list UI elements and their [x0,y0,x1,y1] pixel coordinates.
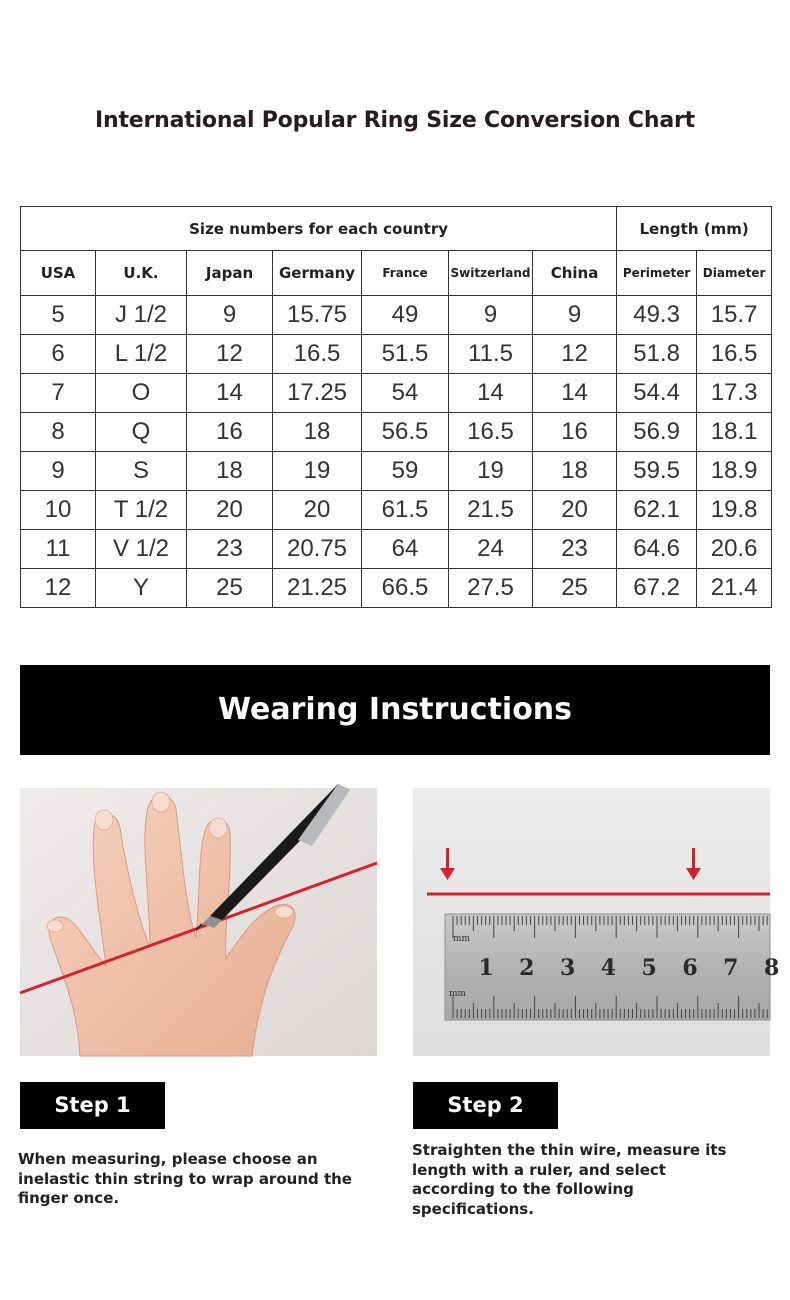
ruler-number: 5 [641,955,657,981]
table-cell: 7 [21,374,96,413]
table-cell: 19 [449,452,533,491]
ring-size-table [20,206,772,608]
table-cell: 15.7 [697,296,772,335]
table-cell: 49.3 [617,296,697,335]
table-cell: 8 [21,413,96,452]
table-cell: 19.8 [697,491,772,530]
table-cell: 14 [449,374,533,413]
table-cell: 64.6 [617,530,697,569]
table-cell: 21.5 [449,491,533,530]
table-cell: 18.9 [697,452,772,491]
step-2-description: Straighten the thin wire, measure its length with a ruler, and select according to the following specifications. [412,1141,727,1218]
table-cell: 66.5 [362,569,449,608]
table-cell: 27.5 [449,569,533,608]
table-cell: 19 [273,452,362,491]
column-header-germany: Germany [273,251,362,296]
table-cell: 16 [533,413,617,452]
column-header-perimeter: Perimeter [617,251,697,296]
table-cell: 11.5 [449,335,533,374]
ruler-number: 1 [478,955,494,981]
table-cell: 16.5 [697,335,772,374]
table-cell: 18 [187,452,273,491]
table-cell: 20 [273,491,362,530]
table-cell: 21.25 [273,569,362,608]
table-cell: 6 [21,335,96,374]
table-cell: 18.1 [697,413,772,452]
table-cell: 56.9 [617,413,697,452]
table-cell: 20 [533,491,617,530]
table-cell: 51.8 [617,335,697,374]
table-cell: 10 [21,491,96,530]
table-cell: 62.1 [617,491,697,530]
table-cell: S [96,452,187,491]
column-header-japan: Japan [187,251,273,296]
table-cell: 14 [187,374,273,413]
step-2-label: Step 2 [413,1082,558,1129]
table-cell: 54.4 [617,374,697,413]
table-cell: 54 [362,374,449,413]
table-cell: 15.75 [273,296,362,335]
ruler-unit-bottom: mm [449,989,467,999]
table-cell: 21.4 [697,569,772,608]
table-cell: J 1/2 [96,296,187,335]
table-cell: 18 [533,452,617,491]
ruler-unit-top: mm [453,934,471,944]
table-cell: 20.75 [273,530,362,569]
table-cell: 16 [187,413,273,452]
table-cell: 9 [449,296,533,335]
table-cell: 14 [533,374,617,413]
column-header-usa: USA [21,251,96,296]
step-1-label: Step 1 [20,1082,165,1129]
table-cell: 23 [187,530,273,569]
table-row [21,569,772,608]
table-cell: 64 [362,530,449,569]
table-cell: 59 [362,452,449,491]
table-cell: 23 [533,530,617,569]
table-cell: 17.3 [697,374,772,413]
table-row [21,530,772,569]
table-row [21,296,772,335]
table-cell: Y [96,569,187,608]
column-header-france: France [362,251,449,296]
table-cell: 16.5 [449,413,533,452]
ruler-number: 7 [723,955,739,981]
column-header-uk: U.K. [96,251,187,296]
table-cell: 25 [187,569,273,608]
table-cell: 24 [449,530,533,569]
table-cell: 20 [187,491,273,530]
length-group-header: Length (mm) [617,207,772,251]
table-cell: V 1/2 [96,530,187,569]
table-cell: Q [96,413,187,452]
ruler-measuring-photo [413,788,780,1056]
table-row [21,491,772,530]
table-cell: 20.6 [697,530,772,569]
table-cell: 11 [21,530,96,569]
hand-measuring-photo [20,788,377,1056]
ruler-number: 8 [763,955,780,981]
table-row [21,413,772,452]
table-cell: 51.5 [362,335,449,374]
table-body [21,296,772,608]
page-title: International Popular Ring Size Conversion Chart [95,108,695,133]
ruler-number: 3 [559,955,576,981]
wearing-instructions-banner: Wearing Instructions [20,665,770,755]
table-cell: 9 [533,296,617,335]
ruler-number: 2 [519,955,535,981]
table-cell: O [96,374,187,413]
column-header-diameter: Diameter [697,251,772,296]
step-1-description: When measuring, please choose an inelastic thin string to wrap around the finger once. [18,1150,352,1207]
table-cell: 12 [187,335,273,374]
table-cell: 49 [362,296,449,335]
table-cell: 25 [533,569,617,608]
table-cell: 67.2 [617,569,697,608]
table-cell: 59.5 [617,452,697,491]
table-row [21,374,772,413]
table-cell: 56.5 [362,413,449,452]
table-cell: 9 [187,296,273,335]
table-cell: 16.5 [273,335,362,374]
ruler-number: 4 [600,955,617,981]
table-cell: 17.25 [273,374,362,413]
column-header-switzerland: Switzerland [449,251,533,296]
table-row [21,452,772,491]
table-cell: T 1/2 [96,491,187,530]
table-cell: 9 [21,452,96,491]
table-cell: L 1/2 [96,335,187,374]
table-cell: 18 [273,413,362,452]
table-cell: 12 [533,335,617,374]
country-group-header: Size numbers for each country [21,207,617,251]
ruler-number: 6 [682,955,698,981]
table-cell: 61.5 [362,491,449,530]
column-header-china: China [533,251,617,296]
table-cell: 12 [21,569,96,608]
table-row [21,335,772,374]
table-cell: 5 [21,296,96,335]
